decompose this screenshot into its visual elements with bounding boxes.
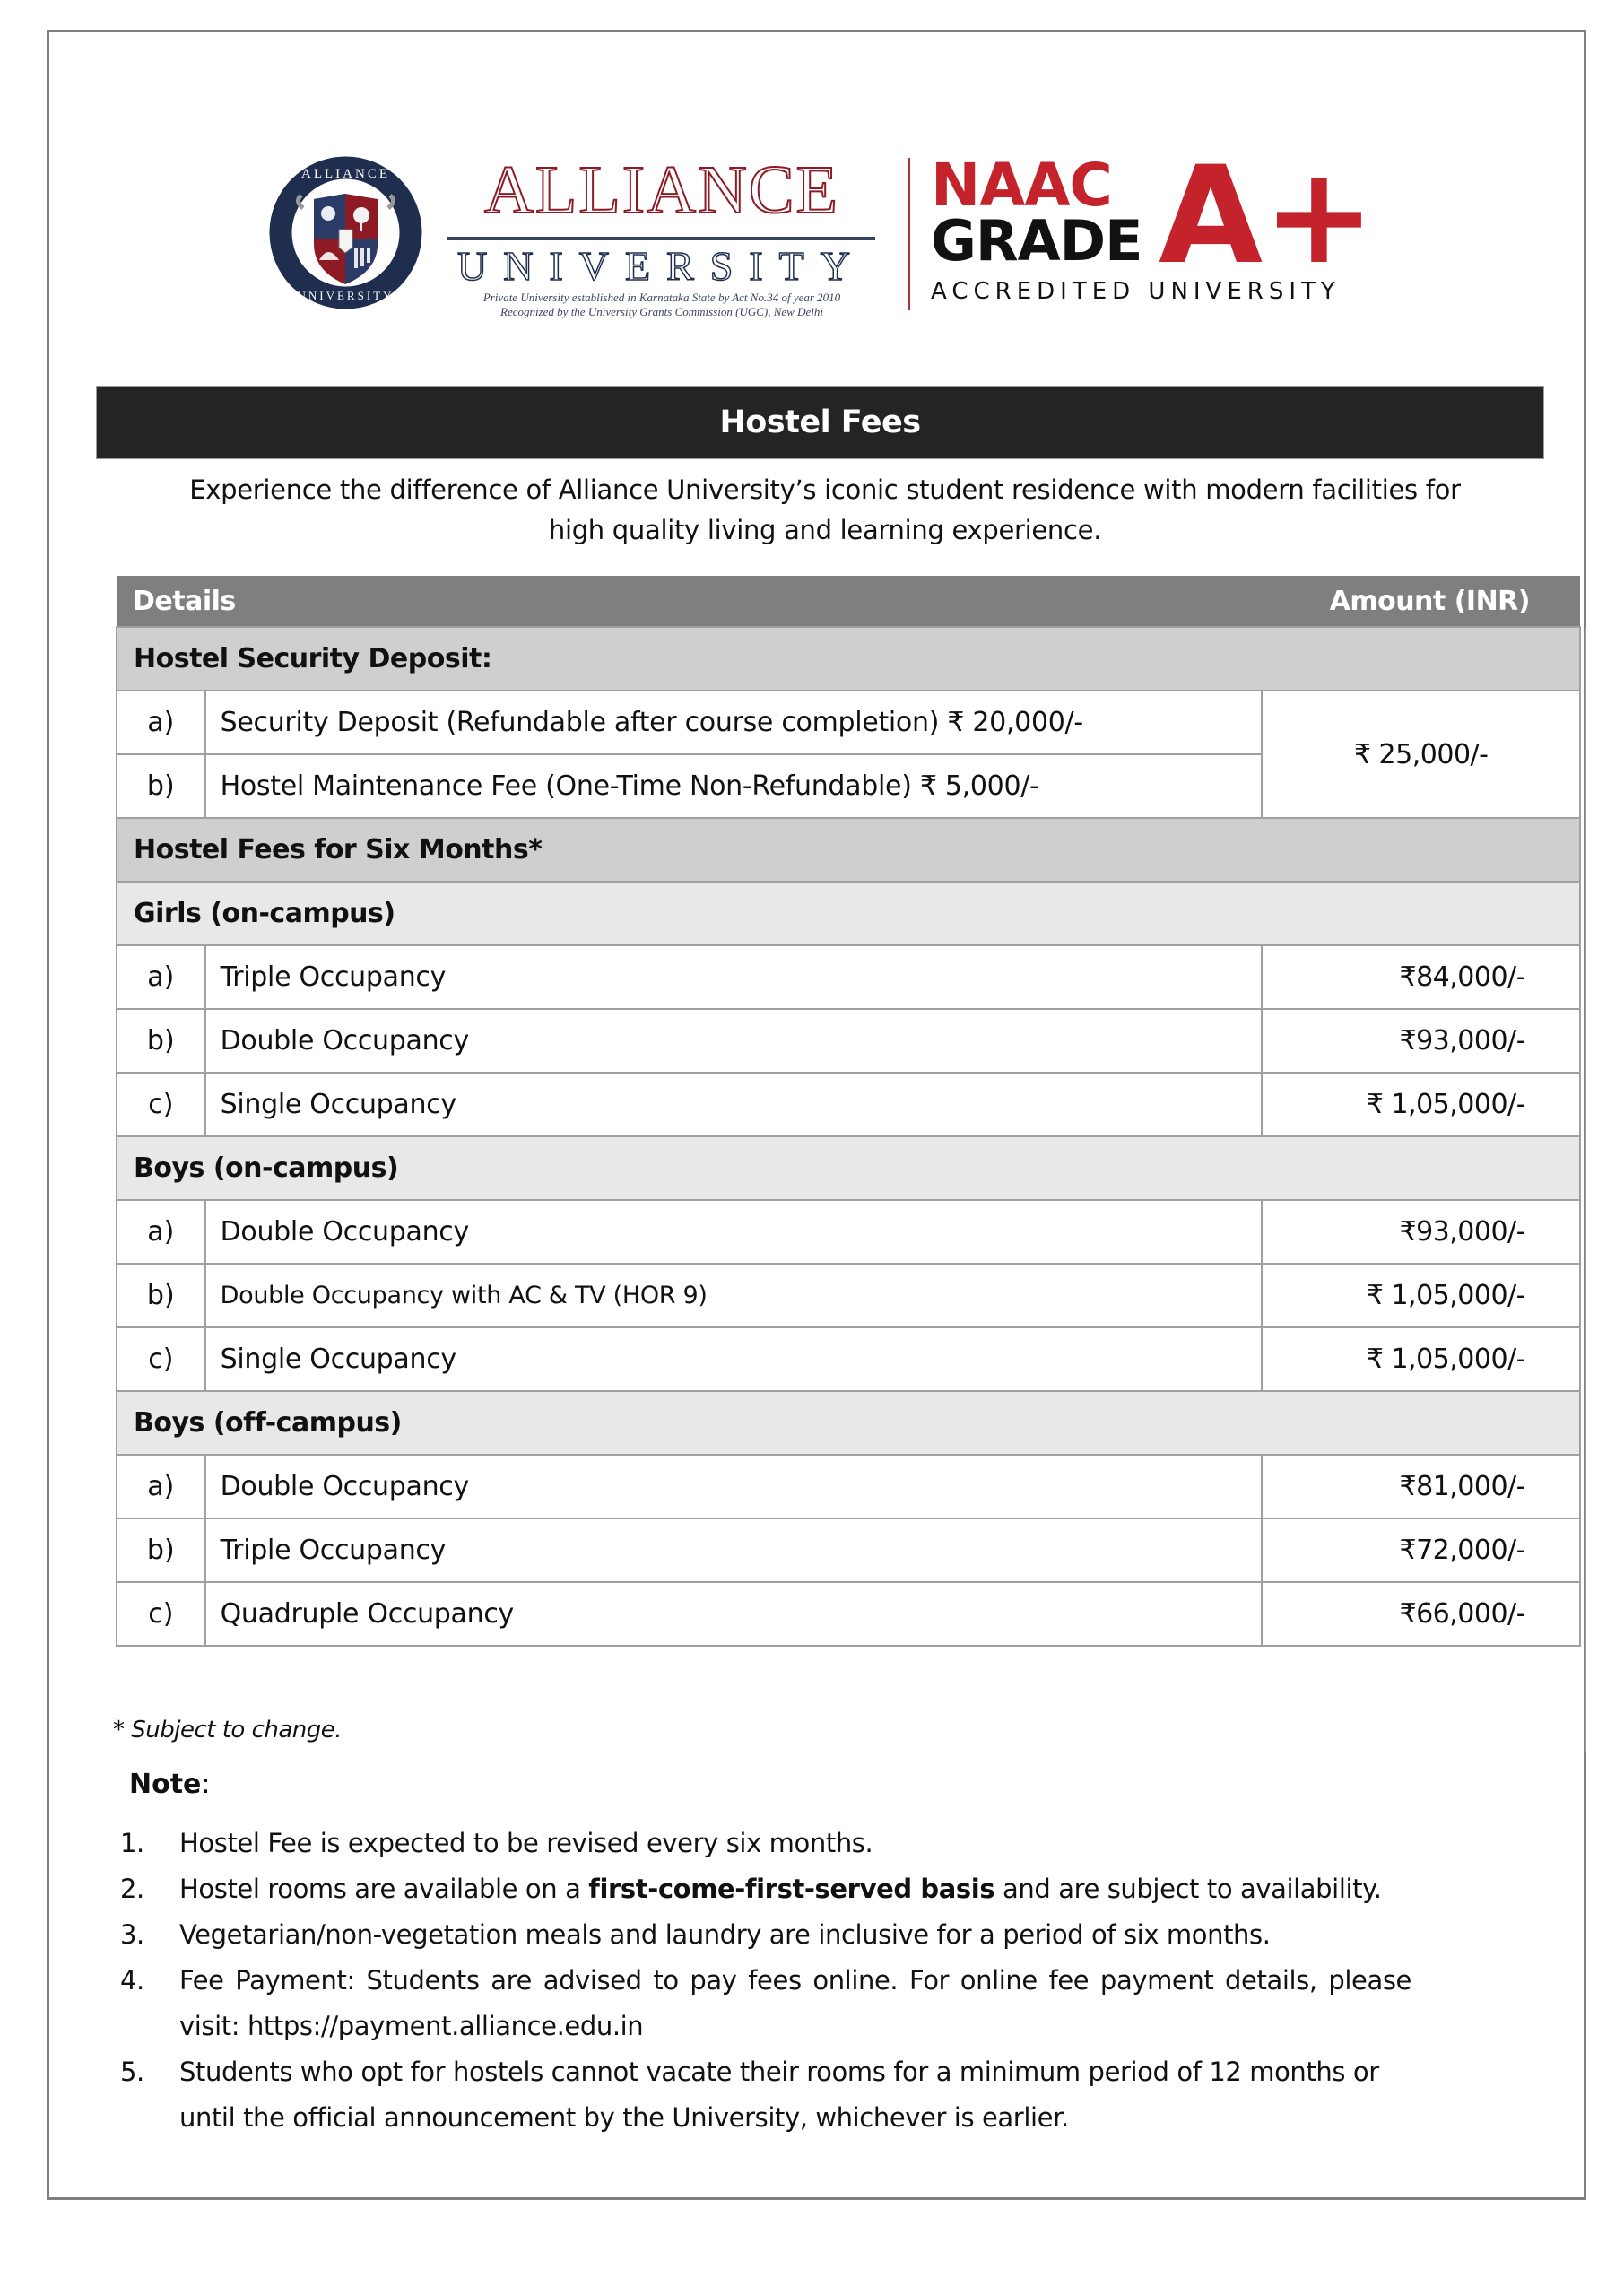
- item-amount: ₹ 1,05,000/-: [1262, 1073, 1580, 1136]
- table-row: [117, 1327, 1580, 1391]
- item-amount: ₹84,000/-: [1262, 945, 1580, 1009]
- intro-line-2: high quality living and learning experience.: [548, 515, 1102, 545]
- item-label: b): [117, 754, 205, 818]
- item-label: a): [117, 945, 205, 1009]
- hostel-fees-table: [116, 576, 1581, 1647]
- note-number: 2.: [120, 1874, 144, 1904]
- note-number: 3.: [120, 1919, 144, 1950]
- grade-label: GRADE: [931, 208, 1142, 274]
- naac-badge: [931, 138, 1388, 316]
- item-amount-total: ₹ 25,000/-: [1262, 691, 1580, 818]
- table-row: [117, 691, 1580, 754]
- alliance-wordmark: [447, 152, 877, 318]
- notes-list: [120, 1821, 1411, 2141]
- footnote-subject-to-change: * Subject to change.: [113, 1717, 343, 1744]
- item-detail: Single Occupancy: [205, 1073, 1263, 1136]
- note-text: Hostel Fee is expected to be revised every six months.: [179, 1828, 873, 1858]
- group-heading: Boys (off-campus): [117, 1391, 1580, 1455]
- note-text: Vegetarian/non-vegetation meals and laundry are inclusive for a period of six months.: [179, 1919, 1271, 1950]
- item-label: c): [117, 1327, 205, 1391]
- wordmark-university: UNIVERSITY: [457, 243, 866, 289]
- item-amount: ₹ 1,05,000/-: [1262, 1264, 1580, 1327]
- note-text-bold: first-come-first-served basis: [588, 1874, 995, 1904]
- group-heading: Boys (on-campus): [117, 1136, 1580, 1200]
- note-heading: [129, 1769, 211, 1800]
- logo-divider: [908, 158, 910, 310]
- item-label: b): [117, 1009, 205, 1073]
- table-row: [117, 1073, 1580, 1136]
- item-label: b): [117, 1518, 205, 1582]
- note-number: 4.: [120, 1965, 144, 1996]
- item-amount: ₹81,000/-: [1262, 1455, 1580, 1518]
- item-detail: Single Occupancy: [205, 1327, 1263, 1391]
- seal-text-bottom: UNIVERSITY: [297, 289, 395, 302]
- note-heading-text: Note: [129, 1769, 202, 1800]
- page-title-bar: [96, 386, 1544, 459]
- item-detail: Double Occupancy: [205, 1455, 1263, 1518]
- item-amount: ₹72,000/-: [1262, 1518, 1580, 1582]
- item-detail: Triple Occupancy: [205, 945, 1263, 1009]
- group-row-boys-off-campus: [117, 1391, 1580, 1455]
- item-detail: Hostel Maintenance Fee (One-Time Non-Refundable) ₹ 5,000/-: [205, 754, 1263, 818]
- item-amount: ₹93,000/-: [1262, 1200, 1580, 1264]
- note-text: Students who opt for hostels cannot vacate their rooms for a minimum period of 12 months or until the official announcement by the University, whichever is earlier.: [179, 2057, 1379, 2133]
- note-item: [120, 1912, 1411, 1958]
- wordmark-rule: [447, 237, 875, 240]
- note-text-after: and are subject to availability.: [994, 1874, 1382, 1904]
- section-row-security-deposit: [117, 627, 1580, 691]
- table-row: [117, 1455, 1580, 1518]
- item-label: b): [117, 1264, 205, 1327]
- item-label: c): [117, 1582, 205, 1646]
- university-seal-icon: [267, 154, 424, 311]
- column-header-details: Details: [117, 576, 1262, 627]
- table-row: [117, 1009, 1580, 1073]
- table-row: [117, 1518, 1580, 1582]
- seal-text-top: ALLIANCE: [301, 167, 390, 181]
- group-heading: Girls (on-campus): [117, 882, 1580, 945]
- note-text-before: Hostel rooms are available on a: [179, 1874, 589, 1904]
- item-amount: ₹66,000/-: [1262, 1582, 1580, 1646]
- note-item: [120, 2049, 1411, 2141]
- header-logos: [267, 138, 1379, 318]
- note-item: [120, 1958, 1411, 2049]
- item-detail: Triple Occupancy: [205, 1518, 1263, 1582]
- item-label: a): [117, 1455, 205, 1518]
- column-header-amount: Amount (INR): [1262, 576, 1580, 627]
- note-item: [120, 1866, 1411, 1912]
- table-row: [117, 1264, 1580, 1327]
- note-text-payment: Fee Payment: Students are advised to pay fees online. For online fee payment details, please visit: https://payment.alliance.edu.in: [179, 1965, 1411, 2041]
- group-row-girls-on-campus: [117, 882, 1580, 945]
- item-detail: Double Occupancy: [205, 1009, 1263, 1073]
- item-detail: Double Occupancy with AC & TV (HOR 9): [205, 1264, 1263, 1327]
- table-right-rule: [1585, 628, 1586, 1752]
- section-row-six-months: [117, 818, 1580, 882]
- item-label: a): [117, 1200, 205, 1264]
- note-number: 5.: [120, 2057, 144, 2087]
- item-detail: Security Deposit (Refundable after course completion) ₹ 20,000/-: [205, 691, 1263, 754]
- item-amount: ₹93,000/-: [1262, 1009, 1580, 1073]
- note-item: [120, 1821, 1411, 1866]
- item-amount: ₹ 1,05,000/-: [1262, 1327, 1580, 1391]
- intro-line-1: Experience the difference of Alliance University’s iconic student residence with modern facilities for: [189, 474, 1461, 505]
- item-label: c): [117, 1073, 205, 1136]
- section-heading: Hostel Security Deposit:: [117, 627, 1580, 691]
- table-row: [117, 1582, 1580, 1646]
- item-detail: Quadruple Occupancy: [205, 1582, 1263, 1646]
- table-header-row: [117, 576, 1580, 627]
- table-row: [117, 1200, 1580, 1264]
- wordmark-subtitle-2: Recognized by the University Grants Commission (UGC), New Delhi: [500, 305, 823, 318]
- grade-value: A+: [1159, 138, 1376, 294]
- accreditation-text: ACCREDITED UNIVERSITY: [931, 278, 1341, 305]
- page-title: Hostel Fees: [719, 404, 921, 440]
- note-number: 1.: [120, 1828, 144, 1858]
- section-heading: Hostel Fees for Six Months*: [117, 818, 1580, 882]
- naac-label: NAAC: [931, 151, 1112, 220]
- wordmark-subtitle-1: Private University established in Karnataka State by Act No.34 of year 2010: [482, 291, 841, 304]
- item-label: a): [117, 691, 205, 754]
- intro-text: [117, 470, 1533, 551]
- wordmark-alliance: ALLIANCE: [484, 152, 839, 228]
- note-heading-colon: :: [201, 1769, 211, 1800]
- item-detail: Double Occupancy: [205, 1200, 1263, 1264]
- table-row: [117, 945, 1580, 1009]
- group-row-boys-on-campus: [117, 1136, 1580, 1200]
